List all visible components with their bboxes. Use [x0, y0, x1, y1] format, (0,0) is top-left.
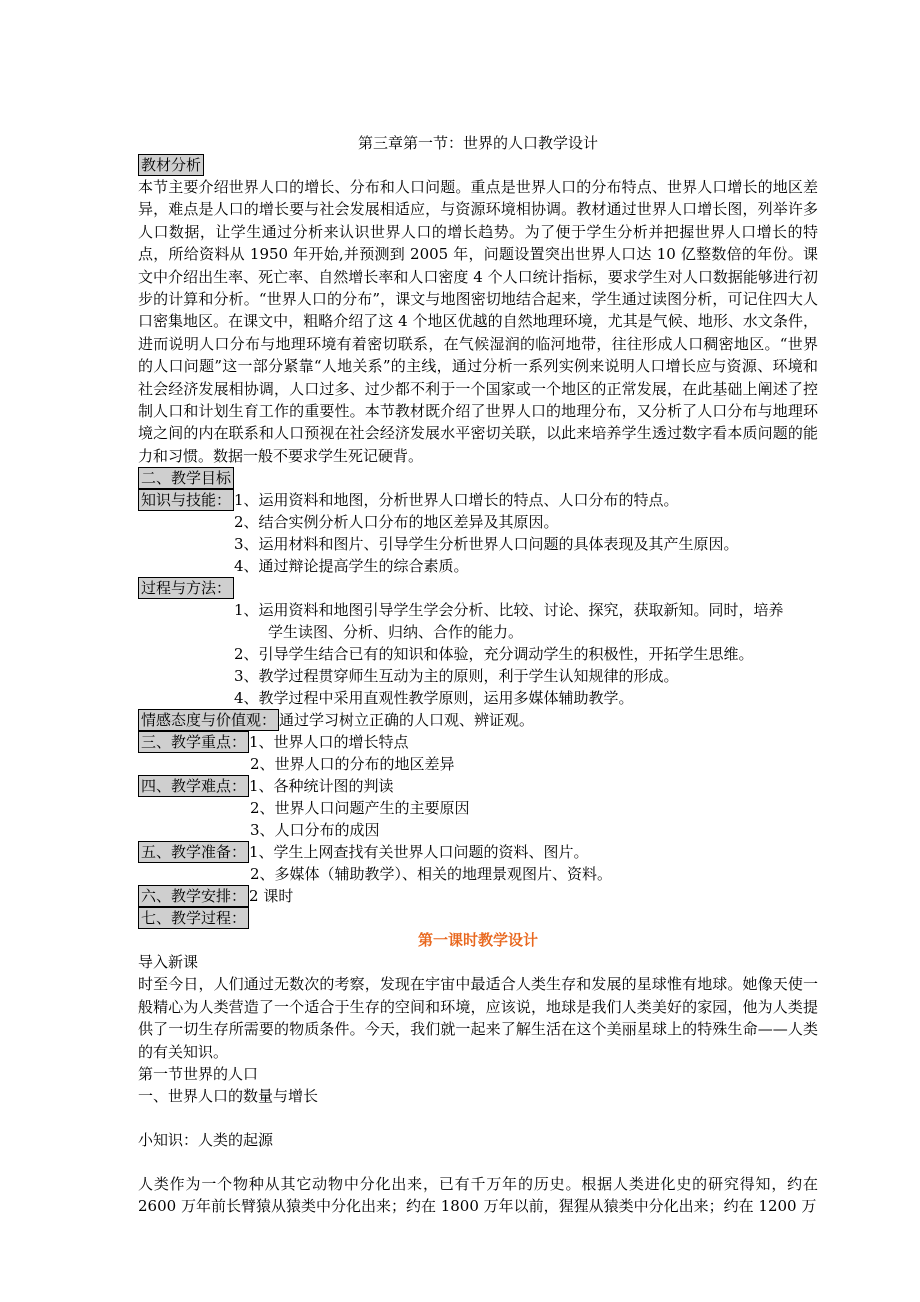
knowledge-item: 3、运用材料和图片、引导学生分析世界人口问题的具体表现及其产生原因。	[234, 535, 739, 554]
tip-heading: 小知识：人类的起源	[138, 1130, 274, 1149]
knowledge-item: 2、结合实例分析人口分布的地区差异及其原因。	[234, 513, 559, 532]
intro-heading: 导入新课	[138, 953, 199, 972]
analysis-heading: 教材分析	[138, 154, 204, 176]
lesson-title: 第一课时教学设计	[417, 931, 538, 950]
document-title: 第三章第一节：世界的人口教学设计	[357, 134, 598, 152]
analysis-body: 本节主要介绍世界人口的增长、分布和人口问题。重点是世界人口的分布特点、世界人口增长的地区差异，难点是人口的增长要与社会发展相适应，与资源环境相协调。教材通过世界人口增长图，列举许多人口数据，让学生通过分析来认识世界人口的增长趋势。为了便于学生分析并把握世界人口增长的特点，所给资料从 1950 年开始,并预测到 2005 年，问题设置突出世界人口达 10 亿整数倍的年份。课文中介绍出生率、死亡率、自然增长率和人口密度 4 个人口统计指标，要求学生对人口数据能够进行初步的计算和分析。“世界人口的分布”，课文与地图密切地结合起来，学生通过读图分析，可记住四大人口密集地区。在课文中，粗略介绍了这 4 个地区优越的自然地理环境，尤其是气候、地形、水文条件，进而说明人口分布与地理环境有着密切联系，在气候湿润的临河地带，往往形成人口稠密地区。“世界的人口问题”这一部分紧靠“人地关系”的主线，通过分析一系列实例来说明人口增长应与资源、环境和社会经济发展相协调，人口过多、过少都不利于一个国家或一个地区的正常发展，在此基础上阐述了控制人口和计划生育工作的重要性。本节教材既介绍了世界人口的地理分布，又分析了人口分布与地理环境之间的内在联系和人口预视在社会经济发展水平密切关联，以此来培养学生透过数字看本质问题的能力和习惯。数据一般不要求学生死记硬背。	[138, 178, 818, 465]
process-item: 4、教学过程中采用直观性教学原则，运用多媒体辅助教学。	[234, 689, 634, 708]
keypoint-item: 2、世界人口的分布的地区差异	[250, 755, 455, 774]
knowledge-label: 知识与技能：	[138, 489, 234, 511]
keypoints-label: 三、教学重点：	[138, 731, 249, 753]
keypoint-item: 1、世界人口的增长特点	[249, 733, 409, 752]
emotion-label: 情感态度与价值观：	[138, 709, 279, 731]
intro-body: 时至今日，人们通过无数次的考察，发现在宇宙中最适合人类生存和发展的星球惟有地球。她像天使一般精心为人类营造了一个适合于生存的空间和环境，应该说，地球是我们人类美好的家园，他为人类提供了一切生存所需要的物质条件。今天，我们就一起来了解生活在这个美丽星球上的特殊生命——人类的有关知识。	[138, 975, 818, 1061]
emotion-text: 通过学习树立正确的人口观、辨证观。	[279, 711, 535, 730]
process-label: 过程与方法：	[138, 577, 234, 599]
difficulties-label: 四、教学难点：	[138, 775, 249, 797]
subsection-title: 一、世界人口的数量与增长	[138, 1086, 319, 1105]
process-item: 学生读图、分析、归纳、合作的能力。	[268, 623, 524, 642]
procedure-label: 七、教学过程：	[138, 907, 249, 929]
difficulty-item: 1、各种统计图的判读	[249, 777, 394, 796]
difficulty-item: 2、世界人口问题产生的主要原因	[250, 799, 470, 818]
process-item: 1、运用资料和地图引导学生学会分析、比较、讨论、探究，获取新知。同时，培养	[234, 601, 784, 620]
section-title: 第一节世界的人口	[138, 1064, 259, 1083]
schedule-label: 六、教学安排：	[138, 885, 249, 907]
process-item: 3、教学过程贯穿师生互动为主的原则，利于学生认知规律的形成。	[234, 667, 679, 686]
tip-body: 人类作为一个物种从其它动物中分化出来，已有千万年的历史。根据人类进化史的研究得知，约在 2600 万年前长臂猿从猿类中分化出来；约在 1800 万年以前，猩猩从猿类中分化出来；约在 1200 万	[138, 1174, 818, 1216]
knowledge-item: 4、通过辩论提高学生的综合素质。	[234, 557, 469, 576]
preparation-item: 1、学生上网查找有关世界人口问题的资料、图片。	[249, 843, 589, 862]
difficulty-item: 3、人口分布的成因	[250, 821, 380, 840]
preparation-label: 五、教学准备：	[138, 841, 249, 863]
preparation-item: 2、多媒体（辅助教学）、相关的地理景观图片、资料。	[250, 865, 613, 884]
goals-heading: 二、教学目标	[138, 467, 234, 489]
document-page	[138, 132, 818, 1218]
process-item: 2、引导学生结合已有的知识和体验，充分调动学生的积极性，开拓学生思维。	[234, 645, 754, 664]
schedule-text: 2 课时	[249, 887, 294, 906]
knowledge-item: 1、运用资料和地图，分析世界人口增长的特点、人口分布的特点。	[234, 491, 679, 510]
